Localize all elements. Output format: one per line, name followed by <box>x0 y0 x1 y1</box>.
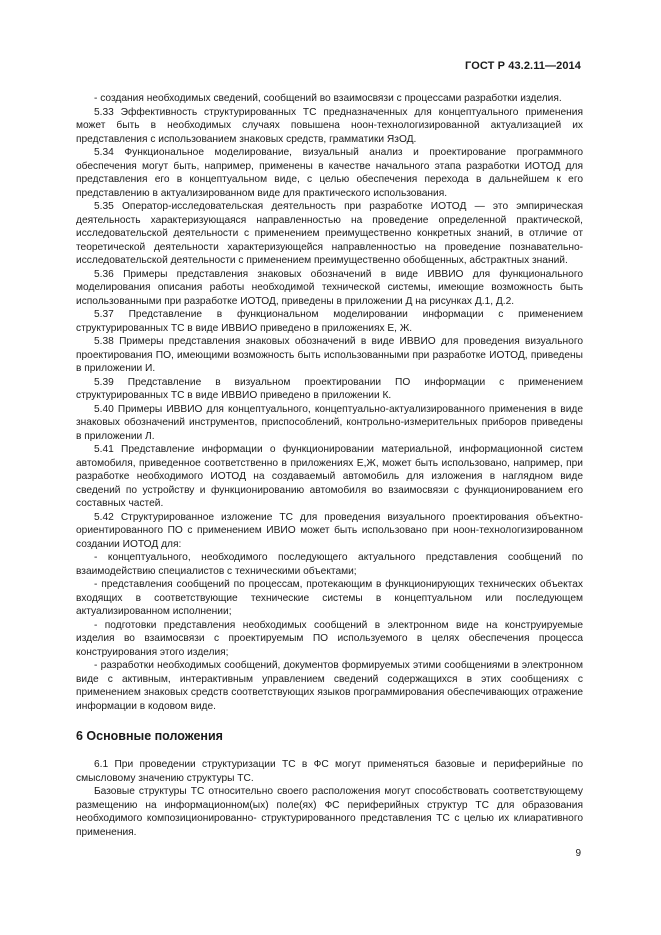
paragraph: 5.40 Примеры ИВВИО для концептуального, концептуально-актуализированного применения в виде знаковых обозначений инструментов, приспособлений, контрольно-измерительных приборов приведены в приложении Л. <box>76 403 583 442</box>
section-heading: 6 Основные положения <box>76 729 223 743</box>
list-item: - подготовки представления необходимых сообщений в электронном виде на конструируемые изделия во взаимосвязи с проектируемым ПО используемого в целях обеспечения процесса конструирования этого изделия; <box>76 619 583 658</box>
paragraph: 5.41 Представление информации о функционировании материальной, информационной систем автомобиля, приведенное соответственно в приложениях Е,Ж, может быть использовано, например, при разработке необходимого ИОТОД на создаваемый автомобиль для изложения в наглядном виде сведений по устройству и функционированию автомобиля во взаимосвязи с функционированием его составных частей. <box>76 444 583 509</box>
paragraph: 5.42 Структурированное изложение ТС для проведения визуального проектирования объектно-ориентированного ПО с применением ИВИО может быть использовано при ноон-технологизированном создании ИОТОД для: <box>76 511 583 550</box>
paragraph: 5.35 Оператор-исследовательская деятельность при разработке ИОТОД — это эмпирическая деятельность характеризующаяся направленностью на проведение определенной практической, исследовательской деятельности с применением преимущественно конкретных знаний, в отличие от теоретической деятельности характеризующейся направленностью на проведение познавательно-исследовательской деятельности с применением преимущественно обобщенных, абстрактных знаний. <box>76 201 583 266</box>
page-number: 9 <box>575 848 581 859</box>
document-body <box>76 92 583 839</box>
list-item: - концептуального, необходимого последующего актуального представления сообщений по взаимодействию специалистов с техническими объектами; <box>76 552 583 577</box>
paragraph: 5.39 Представление в визуальном проектировании ПО информации с применением структурированных ТС в виде ИВВИО приведено в приложении К. <box>76 376 583 401</box>
paragraph: - создания необходимых сведений, сообщений во взаимосвязи с процессами разработки изделия. <box>94 93 562 104</box>
list-item: - разработки необходимых сообщений, документов формируемых этими сообщениями в электронном виде с активным, интерактивным управлением сведений содержащихся в этих сообщениях с применением знаковых средств соответствующих языков программирования обеспечивающих отражение информации в кодовом виде. <box>76 660 583 712</box>
paragraph: 5.34 Функциональное моделирование, визуальный анализ и проектирование программного обеспечения могут быть, например, применены в качестве начального этапа разработки ИОТОД для представления его в концептуальном виде, с целью обеспечения перехода в дальнейшем к его представлению в актуализированном виде для практического использования. <box>76 147 583 199</box>
paragraph: 6.1 При проведении структуризации ТС в ФС могут применяться базовые и периферийные по смысловому значению структуры ТС. <box>76 759 583 784</box>
document-header: ГОСТ Р 43.2.11—2014 <box>465 60 581 72</box>
paragraph: 5.36 Примеры представления знаковых обозначений в виде ИВВИО для функционального моделирования описания работы необходимой технической системы, имеющие возможность быть использованными при разработке ИОТОД, приведены в приложении Д на рисунках Д.1, Д.2. <box>76 268 583 307</box>
paragraph: 5.38 Примеры представления знаковых обозначений в виде ИВВИО для проведения визуального проектирования ПО, имеющими возможность быть использованными при разработке ИОТОД, приведены в приложении И. <box>76 336 583 374</box>
paragraph: 5.37 Представление в функциональном моделировании информации с применением структурированных ТС в виде ИВВИО приведено в приложениях Е, Ж. <box>76 309 583 334</box>
list-item: - представления сообщений по процессам, протекающим в функционирующих технических объектах входящих в соответствующие технические системы в концептуальном или последующем актуализированном исполнении; <box>76 579 583 617</box>
paragraph: Базовые структуры ТС относительно своего расположения могут способствовать соответствующему размещению на информационном(ых) поле(ях) ФС периферийных структур ТС для образования необходимого композиционированно- структурированного представления ТС с целью их клиаративного применения. <box>76 786 583 838</box>
paragraph: 5.33 Эффективность структурированных ТС предназначенных для концептуального применения может быть в необходимых случаях повышена ноон-технологизированной актуализацией их представления с использованием знаковых средств, грамматики ЯзОД. <box>76 106 583 145</box>
